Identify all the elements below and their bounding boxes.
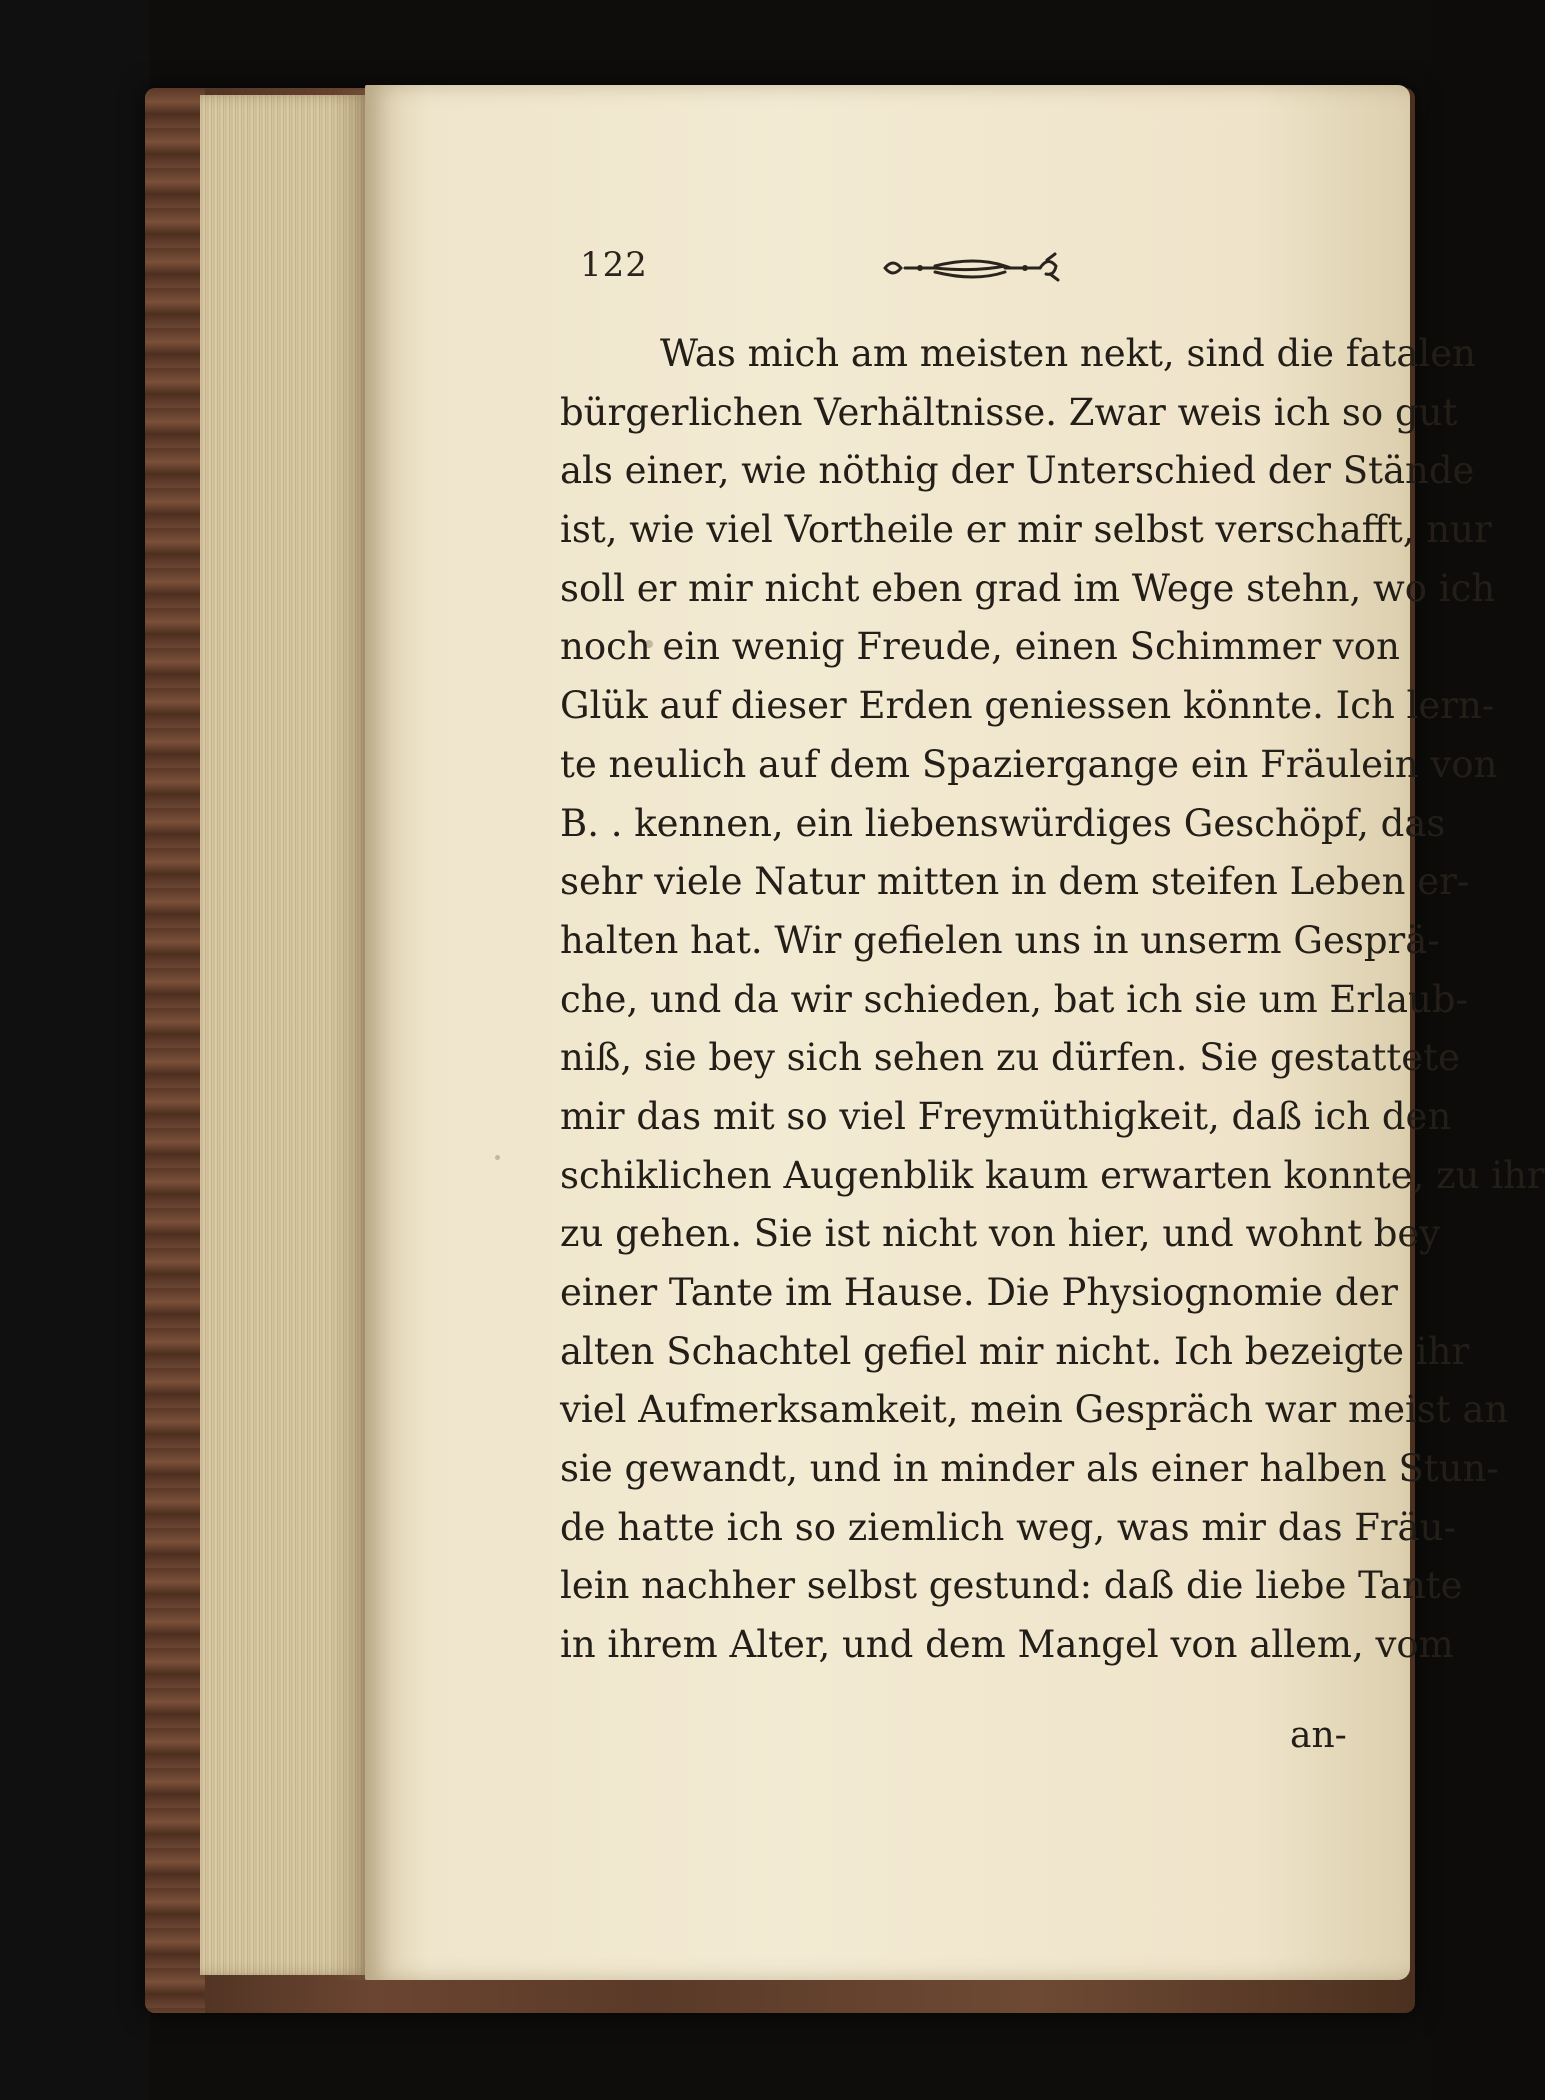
text-line: soll er mir nicht eben grad im Wege stehn, wo ich [560, 566, 1496, 610]
page-text-block [560, 325, 1545, 1675]
book-spine-edge [145, 88, 205, 2013]
text-line: lein nachher selbst gestund: daß die liebe Tante [560, 1564, 1463, 1608]
text-line: ist, wie viel Vortheile er mir selbst verschafft, nur [560, 508, 1492, 552]
text-line: mir das mit so viel Freymüthigkeit, daß ich den [560, 1094, 1452, 1138]
paper-spot [495, 1155, 500, 1160]
text-line: in ihrem Alter, und dem Mangel von allem, vom [560, 1623, 1454, 1667]
text-line: viel Aufmerksamkeit, mein Gespräch war meist an [560, 1388, 1509, 1432]
text-line: Was mich am meisten nekt, sind die fatalen [660, 332, 1476, 375]
text-line: che, und da wir schieden, bat ich sie um Erlaub- [560, 977, 1469, 1021]
text-line: sie gewandt, und in minder als einer halben Stun- [560, 1447, 1499, 1491]
text-line: niß, sie bey sich sehen zu dürfen. Sie gestattete [560, 1036, 1460, 1080]
fleuron-ornament-icon [875, 248, 1075, 288]
text-line: noch ein wenig Freude, einen Schimmer von [560, 625, 1400, 669]
text-line: te neulich auf dem Spaziergange ein Fräulein von [560, 742, 1498, 786]
text-line: B. . kennen, ein liebenswürdiges Geschöpf, das [560, 801, 1446, 845]
catchword: an- [1290, 1715, 1347, 1756]
gutter-shadow [330, 90, 370, 1980]
text-line: de hatte ich so ziemlich weg, was mir das Fräu- [560, 1505, 1456, 1549]
text-line: zu gehen. Sie ist nicht von hier, und wohnt bey [560, 1212, 1441, 1256]
text-line: als einer, wie nöthig der Unterschied der Stände [560, 449, 1475, 493]
text-line: sehr viele Natur mitten in dem steifen Leben er- [560, 860, 1470, 904]
text-line: schiklichen Augenblik kaum erwarten konnte, zu ihr [560, 1153, 1545, 1197]
text-line: alten Schachtel gefiel mir nicht. Ich bezeigte ihr [560, 1329, 1470, 1373]
page-number: 122 [580, 245, 648, 285]
text-line: halten hat. Wir gefielen uns in unserm Gesprä- [560, 918, 1440, 962]
text-line: Glük auf dieser Erden geniessen könnte. Ich lern- [560, 684, 1495, 728]
text-line: einer Tante im Hause. Die Physiognomie der [560, 1271, 1398, 1314]
text-line: bürgerlichen Verhältnisse. Zwar weis ich so gut [560, 390, 1458, 434]
dark-background [0, 0, 150, 2100]
